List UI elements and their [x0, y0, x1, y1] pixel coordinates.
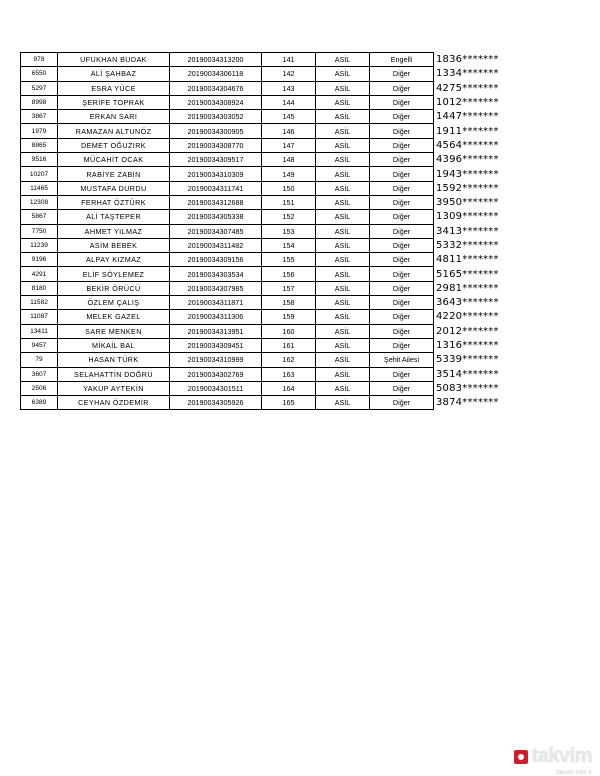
row-number-cell: 11239	[21, 238, 58, 252]
application-number-cell: 20190034312688	[170, 195, 262, 209]
table-row	[21, 124, 514, 138]
status-cell: ASİL	[316, 281, 370, 295]
candidate-name-cell: ÖZLEM ÇALIŞ	[58, 296, 170, 310]
quota-type-cell: Diğer	[370, 195, 434, 209]
quota-type-cell: Diğer	[370, 81, 434, 95]
row-number-cell: 6389	[21, 396, 58, 410]
application-number-cell: 20190034310999	[170, 353, 262, 367]
status-cell: ASİL	[316, 396, 370, 410]
quota-type-cell: Şehit Ailesi	[370, 353, 434, 367]
candidate-name-cell: UFUKHAN BUDAK	[58, 53, 170, 67]
candidate-name-cell: YAKUP AYTEKİN	[58, 381, 170, 395]
status-cell: ASİL	[316, 195, 370, 209]
rank-number-cell: 156	[262, 267, 316, 281]
quota-type-cell: Diğer	[370, 267, 434, 281]
application-number-cell: 20190034307985	[170, 281, 262, 295]
application-number-cell: 20190034311482	[170, 238, 262, 252]
id-number-masked-cell: 4396*******	[436, 154, 499, 166]
quota-type-cell: Diğer	[370, 181, 434, 195]
row-number-cell: 5297	[21, 81, 58, 95]
id-number-masked-cell: 4811*******	[436, 254, 499, 266]
rank-number-cell: 149	[262, 167, 316, 181]
candidate-name-cell: RAMAZAN ALTUNÖZ	[58, 124, 170, 138]
status-cell: ASİL	[316, 253, 370, 267]
row-number-cell: 4291	[21, 267, 58, 281]
candidate-name-cell: SARE MENKEN	[58, 324, 170, 338]
status-cell: ASİL	[316, 124, 370, 138]
status-cell: ASİL	[316, 338, 370, 352]
row-number-cell: 3867	[21, 110, 58, 124]
id-number-masked-cell: 1309*******	[436, 211, 499, 223]
rank-number-cell: 159	[262, 310, 316, 324]
id-number-masked-cell: 3874*******	[436, 397, 499, 409]
table-row	[21, 338, 514, 352]
id-number-masked-cell: 3413*******	[436, 225, 499, 237]
rank-number-cell: 154	[262, 238, 316, 252]
table-row	[21, 367, 514, 381]
id-number-masked-cell: 1911*******	[436, 125, 499, 137]
id-number-masked-cell: 1447*******	[436, 111, 499, 123]
candidate-name-cell: BEKİR ÖRÜCÜ	[58, 281, 170, 295]
id-number-masked-cell: 1316*******	[436, 340, 499, 352]
application-number-cell: 20190034308924	[170, 95, 262, 109]
application-number-cell: 20190034300905	[170, 124, 262, 138]
rank-number-cell: 158	[262, 296, 316, 310]
results-table	[20, 52, 514, 410]
takvim-logo-icon	[514, 750, 528, 764]
candidate-name-cell: ALİ TAŞTEPER	[58, 210, 170, 224]
application-number-cell: 20190034311871	[170, 296, 262, 310]
id-number-masked-cell: 5083*******	[436, 382, 499, 394]
application-number-cell: 20190034302769	[170, 367, 262, 381]
table-row	[21, 396, 514, 410]
application-number-cell: 20190034301511	[170, 381, 262, 395]
row-number-cell: 79	[21, 353, 58, 367]
candidate-name-cell: ALPAY KIZMAZ	[58, 253, 170, 267]
candidate-name-cell: FERHAT ÖZTÜRK	[58, 195, 170, 209]
rank-number-cell: 142	[262, 67, 316, 81]
candidate-name-cell: HASAN TÜRK	[58, 353, 170, 367]
table-row	[21, 81, 514, 95]
candidate-name-cell: SELAHATTİN DOĞRU	[58, 367, 170, 381]
rank-number-cell: 148	[262, 153, 316, 167]
row-number-cell: 5867	[21, 210, 58, 224]
id-number-masked-cell: 4220*******	[436, 311, 499, 323]
status-cell: ASİL	[316, 53, 370, 67]
application-number-cell: 20190034310309	[170, 167, 262, 181]
candidate-name-cell: MÜCAHİT OCAK	[58, 153, 170, 167]
application-number-cell: 20190034309517	[170, 153, 262, 167]
candidate-name-cell: CEYHAN ÖZDEMİR	[58, 396, 170, 410]
table-row	[21, 138, 514, 152]
candidate-name-cell: AHMET YILMAZ	[58, 224, 170, 238]
table-row	[21, 210, 514, 224]
status-cell: ASİL	[316, 381, 370, 395]
row-number-cell: 978	[21, 53, 58, 67]
candidate-name-cell: DEMET OĞUZIRK	[58, 138, 170, 152]
quota-type-cell: Diğer	[370, 281, 434, 295]
rank-number-cell: 145	[262, 110, 316, 124]
application-number-cell: 20190034311306	[170, 310, 262, 324]
quota-type-cell: Diğer	[370, 210, 434, 224]
quota-type-cell: Diğer	[370, 324, 434, 338]
quota-type-cell: Diğer	[370, 138, 434, 152]
rank-number-cell: 164	[262, 381, 316, 395]
rank-number-cell: 147	[262, 138, 316, 152]
quota-type-cell: Diğer	[370, 124, 434, 138]
quota-type-cell: Diğer	[370, 167, 434, 181]
candidate-name-cell: ALİ ŞAHBAZ	[58, 67, 170, 81]
id-number-masked-cell: 3643*******	[436, 297, 499, 309]
table-row	[21, 238, 514, 252]
candidate-name-cell: ŞERİFE TOPRAK	[58, 95, 170, 109]
status-cell: ASİL	[316, 81, 370, 95]
table-row	[21, 296, 514, 310]
row-number-cell: 11582	[21, 296, 58, 310]
watermark-brand: takvim	[531, 745, 592, 767]
quota-type-cell: Diğer	[370, 110, 434, 124]
quota-type-cell: Diğer	[370, 238, 434, 252]
table-row	[21, 310, 514, 324]
table-row	[21, 110, 514, 124]
status-cell: ASİL	[316, 153, 370, 167]
table-row	[21, 67, 514, 81]
row-number-cell: 10207	[21, 167, 58, 181]
row-number-cell: 8865	[21, 138, 58, 152]
application-number-cell: 20190034306118	[170, 67, 262, 81]
rank-number-cell: 163	[262, 367, 316, 381]
table-row	[21, 253, 514, 267]
rank-number-cell: 143	[262, 81, 316, 95]
table-row	[21, 324, 514, 338]
id-number-masked-cell: 2981*******	[436, 282, 499, 294]
application-number-cell: 20190034305338	[170, 210, 262, 224]
rank-number-cell: 165	[262, 396, 316, 410]
id-number-masked-cell: 1334*******	[436, 68, 499, 80]
status-cell: ASİL	[316, 167, 370, 181]
row-number-cell: 13411	[21, 324, 58, 338]
status-cell: ASİL	[316, 224, 370, 238]
rank-number-cell: 162	[262, 353, 316, 367]
application-number-cell: 20190034313951	[170, 324, 262, 338]
takvim-watermark	[514, 745, 592, 776]
rank-number-cell: 160	[262, 324, 316, 338]
status-cell: ASİL	[316, 296, 370, 310]
row-number-cell: 7750	[21, 224, 58, 238]
status-cell: ASİL	[316, 110, 370, 124]
candidate-name-cell: ELİF SÖYLEMEZ	[58, 267, 170, 281]
quota-type-cell: Diğer	[370, 367, 434, 381]
row-number-cell: 8998	[21, 95, 58, 109]
rank-number-cell: 141	[262, 53, 316, 67]
id-number-masked-cell: 4275*******	[436, 82, 499, 94]
application-number-cell: 20190034313200	[170, 53, 262, 67]
status-cell: ASİL	[316, 181, 370, 195]
application-number-cell: 20190034305926	[170, 396, 262, 410]
quota-type-cell: Diğer	[370, 338, 434, 352]
candidate-name-cell: RABİYE ZABIN	[58, 167, 170, 181]
row-number-cell: 9196	[21, 253, 58, 267]
table-row	[21, 267, 514, 281]
quota-type-cell: Diğer	[370, 310, 434, 324]
table-row	[21, 167, 514, 181]
quota-type-cell: Engelli	[370, 53, 434, 67]
candidate-name-cell: ERKAN SARI	[58, 110, 170, 124]
rank-number-cell: 153	[262, 224, 316, 238]
rank-number-cell: 150	[262, 181, 316, 195]
status-cell: ASİL	[316, 324, 370, 338]
id-number-masked-cell: 3950*******	[436, 197, 499, 209]
quota-type-cell: Diğer	[370, 67, 434, 81]
application-number-cell: 20190034308770	[170, 138, 262, 152]
table-row	[21, 53, 514, 67]
table-row	[21, 153, 514, 167]
row-number-cell: 3607	[21, 367, 58, 381]
results-table-container	[20, 52, 514, 410]
id-number-masked-cell: 5165*******	[436, 268, 499, 280]
watermark-domain: takvim.com.tr	[556, 770, 592, 776]
quota-type-cell: Diğer	[370, 224, 434, 238]
id-number-masked-cell: 3514*******	[436, 368, 499, 380]
application-number-cell: 20190034309156	[170, 253, 262, 267]
rank-number-cell: 161	[262, 338, 316, 352]
rank-number-cell: 144	[262, 95, 316, 109]
rank-number-cell: 146	[262, 124, 316, 138]
rank-number-cell: 155	[262, 253, 316, 267]
id-number-masked-cell: 1943*******	[436, 168, 499, 180]
row-number-cell: 9457	[21, 338, 58, 352]
status-cell: ASİL	[316, 238, 370, 252]
application-number-cell: 20190034303052	[170, 110, 262, 124]
id-number-masked-cell: 5339*******	[436, 354, 499, 366]
status-cell: ASİL	[316, 95, 370, 109]
results-table-body	[21, 53, 514, 410]
table-row	[21, 195, 514, 209]
candidate-name-cell: MİKAİL BAL	[58, 338, 170, 352]
row-number-cell: 1979	[21, 124, 58, 138]
application-number-cell: 20190034311741	[170, 181, 262, 195]
id-number-masked-cell: 1012*******	[436, 97, 499, 109]
quota-type-cell: Diğer	[370, 153, 434, 167]
status-cell: ASİL	[316, 267, 370, 281]
status-cell: ASİL	[316, 138, 370, 152]
status-cell: ASİL	[316, 67, 370, 81]
row-number-cell: 2506	[21, 381, 58, 395]
quota-type-cell: Diğer	[370, 95, 434, 109]
table-row	[21, 381, 514, 395]
rank-number-cell: 157	[262, 281, 316, 295]
application-number-cell: 20190034303534	[170, 267, 262, 281]
row-number-cell: 9516	[21, 153, 58, 167]
table-row	[21, 224, 514, 238]
row-number-cell: 8180	[21, 281, 58, 295]
table-row	[21, 95, 514, 109]
id-number-masked-cell: 1836*******	[436, 54, 499, 66]
row-number-cell: 12308	[21, 195, 58, 209]
row-number-cell: 11087	[21, 310, 58, 324]
id-number-masked-cell: 2012*******	[436, 325, 499, 337]
id-number-masked-cell: 5332*******	[436, 240, 499, 251]
status-cell: ASİL	[316, 367, 370, 381]
rank-number-cell: 152	[262, 210, 316, 224]
quota-type-cell: Diğer	[370, 253, 434, 267]
candidate-name-cell: MELEK GAZEL	[58, 310, 170, 324]
application-number-cell: 20190034307485	[170, 224, 262, 238]
table-row	[21, 181, 514, 195]
quota-type-cell: Diğer	[370, 396, 434, 410]
row-number-cell: 6550	[21, 67, 58, 81]
table-row	[21, 353, 514, 367]
quota-type-cell: Diğer	[370, 296, 434, 310]
status-cell: ASİL	[316, 210, 370, 224]
id-number-masked-cell: 1592*******	[436, 182, 499, 194]
candidate-name-cell: ASİM BEBEK	[58, 238, 170, 252]
quota-type-cell: Diğer	[370, 381, 434, 395]
id-number-masked-cell: 4564*******	[436, 139, 499, 151]
table-row	[21, 281, 514, 295]
status-cell: ASİL	[316, 310, 370, 324]
candidate-name-cell: MUSTAFA DURDU	[58, 181, 170, 195]
row-number-cell: 11465	[21, 181, 58, 195]
application-number-cell: 20190034309451	[170, 338, 262, 352]
candidate-name-cell: ESRA YÜCE	[58, 81, 170, 95]
rank-number-cell: 151	[262, 195, 316, 209]
status-cell: ASİL	[316, 353, 370, 367]
application-number-cell: 20190034304676	[170, 81, 262, 95]
